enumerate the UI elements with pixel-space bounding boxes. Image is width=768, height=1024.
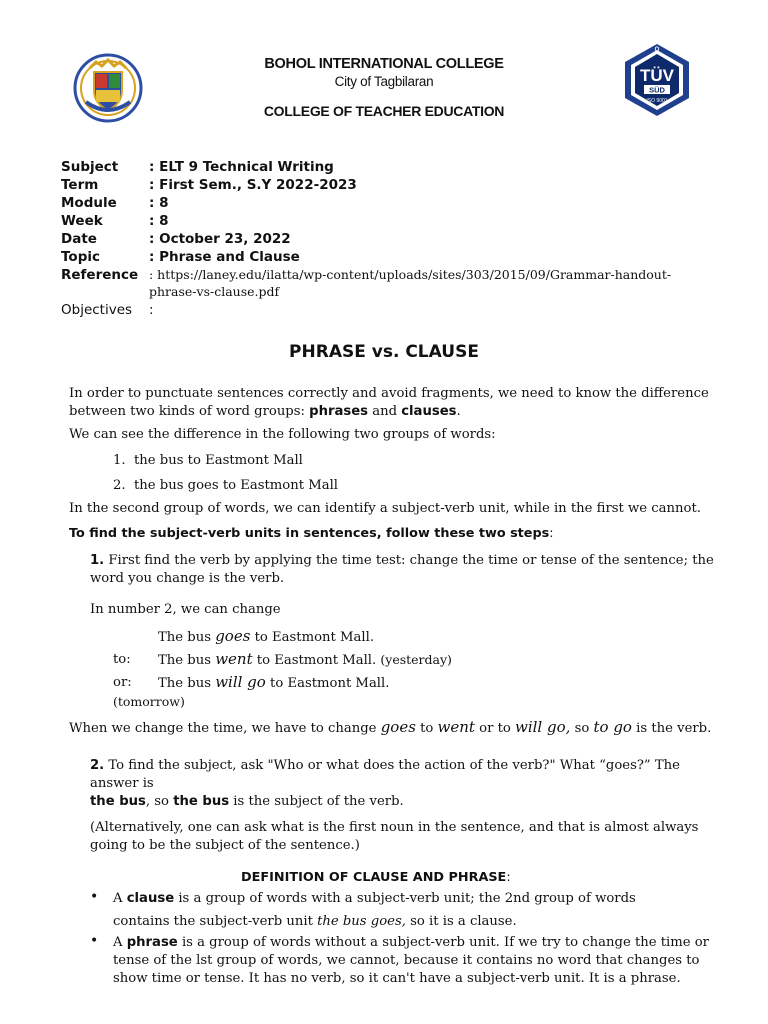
intro-line-1: In order to punctuate sentences correctly and avoid fragments, we need to know the difference [69,386,709,401]
tuv-iso-text: ISO 9001 [646,98,668,104]
reference-link-cont[interactable]: phrase-vs-clause.pdf [149,284,280,299]
meta-label: Term [61,177,99,193]
example-sentence-future: The bus will go to Eastmont Mall. [158,673,390,691]
clause-definition-line-1: A clause is a group of words with a subject-verb unit; the 2nd group of words [113,891,636,906]
page-title: PHRASE vs. CLAUSE [289,342,479,362]
step2-line-1: 2. To find the subject, ask "Who or what does the action of the verb?" What “goes?” The [90,758,680,773]
tomorrow-note: (tomorrow) [113,694,185,709]
meta-value: : 8 [149,195,169,211]
meta-label: Topic [61,249,100,265]
meta-label: Subject [61,159,119,175]
reference-link[interactable]: : https://laney.edu/ilatta/wp-content/uploads/sites/303/2015/09/Grammar-handout- [149,267,672,282]
tuv-logo-text: TÜV [640,66,674,85]
step-number: 2. [90,758,105,773]
definition-heading: DEFINITION OF CLAUSE AND PHRASE: [241,870,511,885]
list-item: 2. the bus goes to Eastmont Mall [113,478,339,493]
college-name: BOHOL INTERNATIONAL COLLEGE [264,56,504,72]
meta-label: Module [61,195,117,211]
list-item: 1. the bus to Eastmont Mall [113,453,303,468]
to-label: to: [113,652,131,667]
meta-value: : ELT 9 Technical Writing [149,159,334,175]
svg-text:Q: Q [654,47,660,53]
phrase-definition-line-3: show time or tense. It has no verb, so it can't have a subject-verb unit. It is a phrase. [113,971,681,986]
meta-value: : Phrase and Clause [149,249,300,265]
or-label: or: [113,675,132,690]
bullet-icon: • [90,889,99,905]
meta-value: : 8 [149,213,169,229]
meta-value: : [149,302,154,318]
step1-line-2: word you change is the verb. [90,571,285,586]
term-clauses: clauses [401,404,457,419]
second-group-line: In the second group of words, we can identify a subject-verb unit, while in the first we cannot. [69,501,701,516]
number2-line: In number 2, we can change [90,602,281,617]
step2-line-2: answer is [90,776,154,791]
step-number: 1. [90,553,105,568]
bullet-icon: • [90,933,99,949]
tuv-sub-text: SÜD [649,85,665,95]
meta-label: Reference [61,267,139,283]
tuv-certification-logo [617,40,697,120]
meta-label: Week [61,213,103,229]
change-line: When we change the time, we have to change goes to went or to will go, so to go is the verb. [69,718,712,736]
department-name: COLLEGE OF TEACHER EDUCATION [263,103,505,119]
meta-label: Objectives [61,302,133,318]
alternative-line-1: (Alternatively, one can ask what is the first noun in the sentence, and that is almost always [90,820,699,835]
college-city: City of Tagbilaran [334,74,434,89]
step1-line-1: 1. First find the verb by applying the time test: change the time or tense of the sentence; the [90,553,714,568]
meta-value: : October 23, 2022 [149,231,291,247]
intro-line-3: We can see the difference in the following two groups of words: [69,427,496,442]
meta-label: Date [61,231,97,247]
meta-value: : First Sem., S.Y 2022-2023 [149,177,357,193]
example-sentence-past: The bus went to Eastmont Mall. (yesterday) [158,650,452,668]
intro-line-2: between two kinds of word groups: phrases and clauses. [69,404,461,419]
clause-definition-line-2: contains the subject-verb unit the bus goes, so it is a clause. [113,914,517,929]
steps-heading: To find the subject-verb units in sentences, follow these two steps: [69,526,554,541]
phrase-definition-line-1: A phrase is a group of words without a subject-verb unit. If we try to change the time or [113,935,709,950]
step2-line-3: the bus, so the bus is the subject of the verb. [90,794,404,809]
term-phrases: phrases [309,404,369,419]
phrase-definition-line-2: tense of the lst group of words, we cannot, because it contains no word that changes to [113,953,700,968]
alternative-line-2: going to be the subject of the sentence.) [90,838,360,853]
example-sentence-present: The bus goes to Eastmont Mall. [158,627,375,645]
